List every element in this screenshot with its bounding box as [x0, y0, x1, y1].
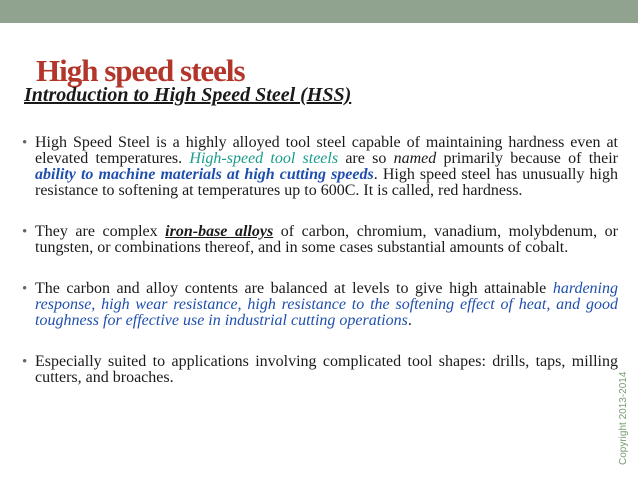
highlight-term: High-speed tool steels — [189, 150, 339, 167]
bullet-definition — [22, 135, 618, 199]
bullet-text: of carbon, chromium, vanadium, molybdenum, or tungsten, or combinations thereof, and in some cases substantial amounts of cobalt. — [35, 223, 619, 256]
highlight-phrase: iron-base alloys — [165, 223, 274, 240]
bullet-list — [22, 135, 618, 386]
top-banner — [0, 0, 638, 23]
bullet-text: The carbon and alloy contents are balanced at levels to give high attainable — [35, 280, 553, 297]
copyright-notice: Copyright 2013-2014 — [618, 371, 629, 465]
bullet-text: primarily because of their — [436, 150, 619, 167]
highlight-phrase: hardening response, high wear resistance, high resistance to the softening effect of heat, and good toughness for effective use in industrial cutting operations — [35, 280, 618, 329]
bullet-text: . High speed steel has unusually high resistance to softening at temperatures up to 600C. It is called, red hardness. — [35, 166, 618, 199]
highlight-phrase: ability to machine materials at high cutting speeds — [35, 166, 374, 183]
bullet-text: Especially suited to applications involving complicated tool shapes: drills, taps, milling cutters, and broaches. — [35, 353, 618, 386]
bullet-text: are so — [338, 150, 394, 167]
bullet-text: They are complex — [35, 223, 166, 240]
bullet-text: High Speed Steel is a highly alloyed tool steel capable of maintaining hardness even at elevated temperatures. — [35, 134, 618, 167]
bullet-composition — [22, 224, 618, 256]
slide-title: High speed steels — [36, 53, 245, 88]
slide-subtitle: Introduction to High Speed Steel (HSS) — [24, 84, 352, 106]
bullet-properties — [22, 281, 618, 329]
emphasis-text: named — [393, 150, 437, 167]
bullet-text: . — [407, 312, 412, 329]
bullet-applications — [22, 354, 618, 386]
